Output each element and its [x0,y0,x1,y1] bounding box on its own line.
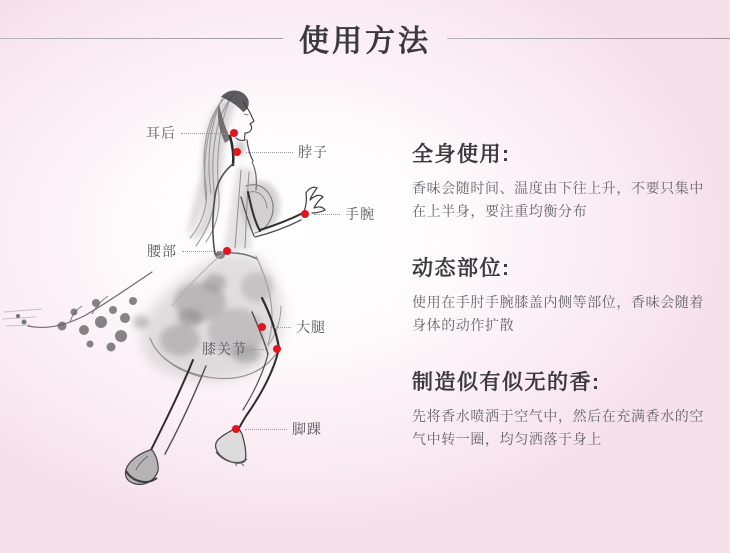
section-dynamic-parts [412,255,718,337]
section-subtle-scent-heading: 制造似有似无的香: [412,371,601,394]
section-subtle-scent [412,369,718,451]
spot-dot [232,425,240,433]
spot-dot [223,247,231,255]
section-subtle-scent-text: 先将香水喷洒于空气中，然后在充满香水的空气中转一圈，均匀洒落于身上 [412,408,704,447]
spot-dot [273,345,281,353]
branch-blossoms [2,272,152,352]
callout-wrist [301,206,375,222]
dotted-leader [245,429,287,430]
callout-thigh-label: 大腿 [296,319,326,335]
spot-dot [301,210,309,218]
section-dynamic-parts-text: 使用在手肘手腕膝盖内侧等部位，香味会随着身体的动作扩散 [412,294,704,333]
callout-ankle [232,421,322,437]
spot-dot [233,148,241,156]
page-title: 使用方法 [299,25,431,58]
dotted-leader [181,133,225,134]
callout-waist [147,243,231,259]
dotted-leader [182,251,218,252]
back-shoe [125,450,158,484]
callout-waist-label: 腰部 [147,243,177,259]
section-dynamic-parts-heading: 动态部位: [412,257,511,280]
instructions-column [412,141,718,451]
callout-ankle-label: 脚踝 [292,421,322,437]
dotted-leader [271,327,291,328]
callout-neck [233,144,328,160]
spot-dot [230,129,238,137]
section-full-body [412,141,718,223]
callout-knee-label: 膝关节 [202,341,247,357]
dotted-leader [246,152,293,153]
dotted-leader [252,349,268,350]
callout-behind-ear [146,125,238,141]
callout-thigh [258,319,326,335]
section-full-body-heading: 全身使用: [412,143,511,166]
callout-wrist-label: 手腕 [345,206,375,222]
spot-dot [258,323,266,331]
dotted-leader [314,214,340,215]
callout-behind-ear-label: 耳后 [146,125,176,141]
callout-neck-label: 脖子 [298,144,328,160]
callout-knee [202,341,281,357]
section-full-body-text: 香味会随时间、温度由下往上升，不要只集中在上半身，要注重均衡分布 [412,180,704,219]
